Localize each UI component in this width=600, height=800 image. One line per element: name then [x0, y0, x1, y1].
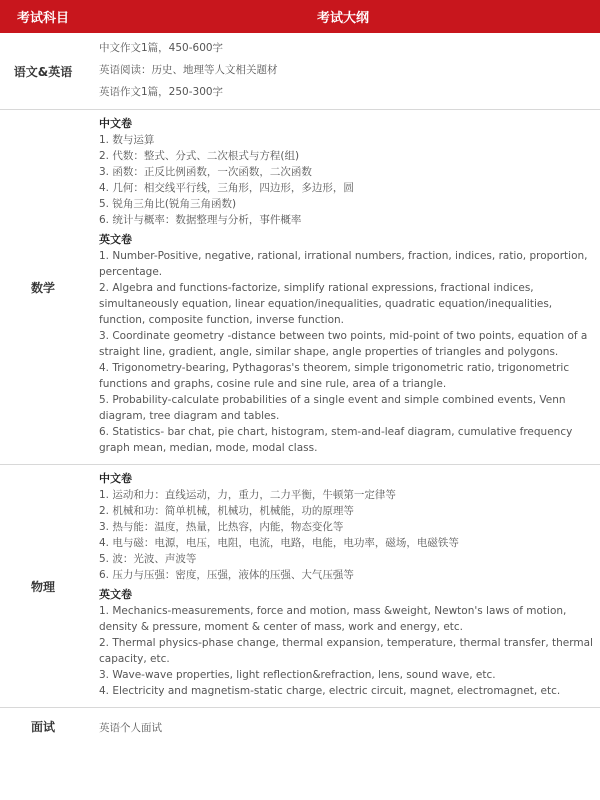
list-item: 5. 锐角三角比(锐角三角函数)	[99, 198, 237, 210]
list-item: 4. Trigonometry-bearing, Pythagoras's theorem, simple trigonometric ratio, trigonometric functions and graphs, cosine rule and sine rule, area of a triangle.	[99, 362, 570, 390]
list-item: 5. 波：光波、声波等	[99, 553, 197, 565]
list-item: 1. 运动和力：直线运动，力，重力，二力平衡，牛顿第一定律等	[99, 489, 396, 501]
subject-cell: 面试	[30, 719, 55, 734]
list-item: 1. Number-Positive, negative, rational, irrational numbers, fraction, indices, ratio, proportion, percentage.	[99, 250, 588, 278]
list-item: 2. 代数：整式、分式、二次根式与方程(组)	[99, 150, 300, 162]
syllabus-cell	[86, 110, 600, 464]
list-item: 4. 电与磁：电源，电压，电阻，电流，电路，电能，电功率，磁场，电磁铁等	[99, 537, 459, 549]
list-item: 3. Coordinate geometry -distance between two points, mid-point of two points, equation of a straight line, gradient, angle, similar shape, angle properties of triangles and polygons.	[99, 330, 588, 358]
list-item: 2. Thermal physics-phase change, thermal expansion, temperature, thermal transfer, thermal capacity, etc.	[99, 637, 593, 665]
table-header	[0, 0, 600, 33]
list-item: 6. Statistics- bar chat, pie chart, histogram, stem-and-leaf diagram, cumulative frequency graph mean, median, mode, modal class.	[99, 426, 573, 454]
table-row-chinese-english	[0, 33, 600, 110]
list-item: 英语个人面试	[99, 722, 162, 734]
syllabus-cell	[86, 708, 600, 744]
list-item: 3. Wave-wave properties, light reflection&refraction, lens, sound wave, etc.	[99, 669, 496, 681]
list-item: 6. 统计与概率：数据整理与分析，事件概率	[99, 214, 302, 226]
table-row-math	[0, 110, 600, 465]
header-syllabus: 考试大纲	[316, 11, 369, 26]
list-item: 中文作文1篇，450-600字	[99, 42, 224, 54]
section-title-english: 英文卷	[99, 233, 132, 246]
subject-cell: 物理	[30, 579, 55, 594]
list-item: 6. 压力与压强：密度，压强，液体的压强、大气压强等	[99, 569, 354, 581]
list-item: 4. Electricity and magnetism-static charge, electric circuit, magnet, electromagnet, etc.	[99, 685, 561, 697]
section-title-chinese: 中文卷	[99, 472, 132, 485]
list-item: 3. 热与能：温度，热量，比热容，内能，物态变化等	[99, 521, 344, 533]
list-item: 英语阅读：历史、地理等人文相关题材	[99, 64, 278, 76]
header-subject: 考试科目	[16, 11, 69, 26]
list-item: 2. 机械和功：简单机械，机械功，机械能，功的原理等	[99, 505, 354, 517]
section-title-english: 英文卷	[99, 588, 132, 601]
syllabus-cell	[86, 33, 600, 109]
syllabus-cell	[86, 465, 600, 707]
list-item: 英语作文1篇，250-300字	[99, 86, 224, 98]
list-item: 4. 几何：相交线平行线，三角形，四边形，多边形，圆	[99, 182, 354, 194]
list-item: 1. Mechanics-measurements, force and motion, mass &weight, Newton's laws of motion, density & pressure, moment & center of mass, work and energy, etc.	[99, 605, 567, 633]
list-item: 1. 数与运算	[99, 134, 155, 146]
subject-cell: 数学	[30, 280, 55, 295]
list-item: 2. Algebra and functions-factorize, simplify rational expressions, fractional indices, simultaneously equation, linear equation/inequalities, quadratic equation/inequalities, function, composite function, inverse function.	[99, 282, 553, 326]
table-row-physics	[0, 465, 600, 708]
list-item: 5. Probability-calculate probabilities of a single event and simple combined events, Venn diagram, tree diagram and tables.	[99, 394, 566, 422]
table-row-interview	[0, 708, 600, 744]
list-item: 3. 函数：正反比例函数，一次函数，二次函数	[99, 166, 312, 178]
subject-cell: 语文&英语	[13, 64, 73, 79]
section-title-chinese: 中文卷	[99, 117, 132, 130]
